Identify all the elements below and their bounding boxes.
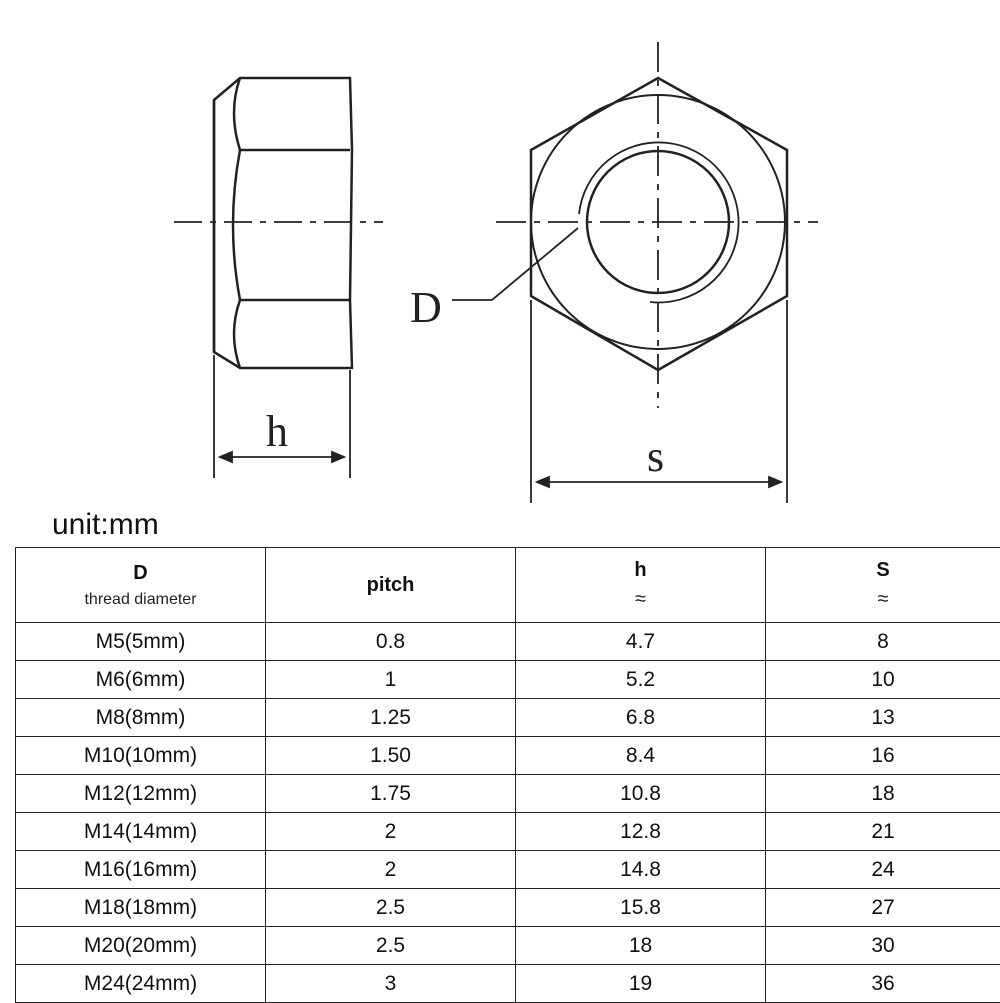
table-row bbox=[16, 965, 1000, 1003]
table-cell: 8 bbox=[766, 623, 1000, 661]
nut-side-view bbox=[174, 78, 383, 368]
table-row bbox=[16, 851, 1000, 889]
table-cell: 8.4 bbox=[516, 737, 766, 775]
table-row bbox=[16, 813, 1000, 851]
table-cell: 14.8 bbox=[516, 851, 766, 889]
table-cell: 4.7 bbox=[516, 623, 766, 661]
table-cell: 18 bbox=[766, 775, 1000, 813]
table-cell: 5.2 bbox=[516, 661, 766, 699]
table-cell: M5(5mm) bbox=[16, 623, 266, 661]
header-main-label: D bbox=[16, 562, 265, 585]
table-cell: M24(24mm) bbox=[16, 965, 266, 1003]
table-row bbox=[16, 889, 1000, 927]
table-cell: 19 bbox=[516, 965, 766, 1003]
table-header-cell bbox=[16, 548, 266, 623]
table-cell: 1 bbox=[266, 661, 516, 699]
header-main-label: S bbox=[766, 559, 1000, 582]
table-row bbox=[16, 699, 1000, 737]
table-cell: 27 bbox=[766, 889, 1000, 927]
h-label: h bbox=[266, 407, 288, 456]
d-label: D bbox=[410, 283, 442, 332]
table-cell: 16 bbox=[766, 737, 1000, 775]
unit-label: unit:mm bbox=[52, 508, 159, 542]
table-cell: M16(16mm) bbox=[16, 851, 266, 889]
table-cell: M10(10mm) bbox=[16, 737, 266, 775]
table-cell: 0.8 bbox=[266, 623, 516, 661]
s-label: s bbox=[647, 432, 664, 481]
table-cell: M20(20mm) bbox=[16, 927, 266, 965]
table-row bbox=[16, 661, 1000, 699]
table-cell: M14(14mm) bbox=[16, 813, 266, 851]
header-sub-label: thread diameter bbox=[16, 591, 265, 609]
table-cell: M12(12mm) bbox=[16, 775, 266, 813]
table-cell: 6.8 bbox=[516, 699, 766, 737]
table-cell: 12.8 bbox=[516, 813, 766, 851]
table-header-row bbox=[16, 548, 1000, 623]
table-row bbox=[16, 737, 1000, 775]
table-cell: 10.8 bbox=[516, 775, 766, 813]
spec-table bbox=[15, 547, 1000, 1003]
table-cell: 13 bbox=[766, 699, 1000, 737]
table-cell: 2 bbox=[266, 813, 516, 851]
header-sub-label: ≈ bbox=[516, 588, 765, 611]
table-cell: 21 bbox=[766, 813, 1000, 851]
header-sub-label: ≈ bbox=[766, 588, 1000, 611]
table-cell: 36 bbox=[766, 965, 1000, 1003]
table-cell: 10 bbox=[766, 661, 1000, 699]
table-cell: M6(6mm) bbox=[16, 661, 266, 699]
table-header-cell bbox=[766, 548, 1000, 623]
d-leader-line bbox=[452, 228, 578, 300]
nut-front-view bbox=[496, 42, 818, 408]
table-cell: 30 bbox=[766, 927, 1000, 965]
table-cell: 2.5 bbox=[266, 927, 516, 965]
table-cell: M18(18mm) bbox=[16, 889, 266, 927]
table-row bbox=[16, 927, 1000, 965]
table-cell: 2 bbox=[266, 851, 516, 889]
header-main-label: h bbox=[516, 559, 765, 582]
table-row bbox=[16, 623, 1000, 661]
table-header-cell bbox=[516, 548, 766, 623]
table-cell: 3 bbox=[266, 965, 516, 1003]
table-cell: 15.8 bbox=[516, 889, 766, 927]
table-row bbox=[16, 775, 1000, 813]
table-cell: 24 bbox=[766, 851, 1000, 889]
table-cell: M8(8mm) bbox=[16, 699, 266, 737]
table-header-cell bbox=[266, 548, 516, 623]
table-cell: 18 bbox=[516, 927, 766, 965]
table-cell: 1.75 bbox=[266, 775, 516, 813]
header-main-label: pitch bbox=[266, 574, 515, 597]
table-cell: 1.25 bbox=[266, 699, 516, 737]
table-cell: 2.5 bbox=[266, 889, 516, 927]
table-cell: 1.50 bbox=[266, 737, 516, 775]
